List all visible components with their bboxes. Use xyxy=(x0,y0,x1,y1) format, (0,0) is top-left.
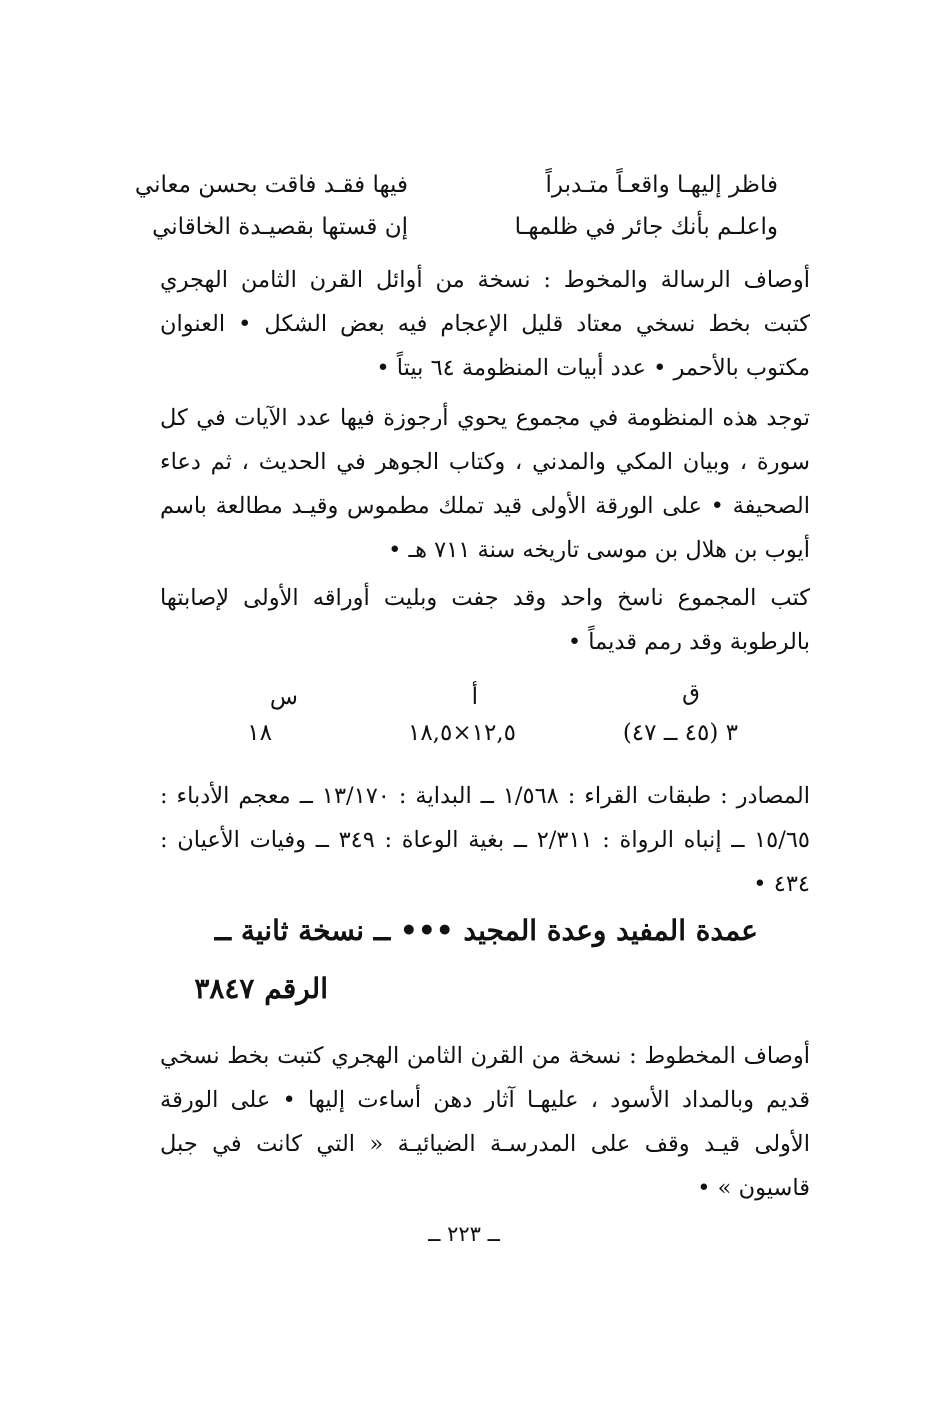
copyist-paragraph: كتب المجموع ناسخ واحد وقد جفت وبليت أوراقه الأولى لإصابتها بالرطوبة وقد رمم قديماً • xyxy=(160,585,810,655)
page-number: ــ ٢٢٣ ــ xyxy=(428,1222,500,1246)
verse-2-first-hemistich: واعلـم بأنك جائر في ظلمهـا xyxy=(514,214,778,240)
section-title: عمدة المفيد وعدة المجيد ••• ــ نسخة ثانية ــ xyxy=(214,914,758,947)
table-value-s: ١٨ xyxy=(247,720,272,746)
collection-paragraph: توجد هذه المنظومة في مجموع يحوي أرجوزة فيها عدد الآيات في كل سورة ، وبيان المكي والمدني ، وكتاب الجوهر في الحديث ، ثم دعاء الصحيفة • على الورقة الأولى قيد تملك مطموس وقيـد مطالعة باسم أيوب بن هلال بن موسى تاريخه سنة ٧١١ هـ • xyxy=(160,405,810,563)
verse-2-second-hemistich: إن قستها بقصيـدة الخاقاني xyxy=(152,214,408,240)
verse-1-second-hemistich: فيها فقـد فاقت بحسن معاني xyxy=(134,172,408,198)
verse-1-first-hemistich: فاظر إليهـا واقعـاً متـدبراً xyxy=(545,172,778,198)
table-label-s: س xyxy=(269,684,298,710)
table-label-a: أ xyxy=(471,684,478,710)
description-paragraph: أوصاف الرسالة والمخوط : نسخة من أوائل القرن الثامن الهجري كتبت بخط نسخي معتاد قليل الإعجام فيه بعض الشكل • العنوان مكتوب بالأحمر • عدد أبيات المنظومة ٦٤ بيتاً • xyxy=(160,267,810,381)
table-value-q: ٣ (٤٥ ــ ٤٧) xyxy=(622,720,738,746)
description2-paragraph: أوصاف المخطوط : نسخة من القرن الثامن الهجري كتبت بخط نسخي قديم وبالمداد الأسود ، عليهـا آثار دهن أساءت إليها • على الورقة الأولى قيـد وقف على المدرسـة الضيائيـة « التي كانت في جبل قاسيون » • xyxy=(160,1043,810,1201)
sources-paragraph: المصادر : طبقات القراء : ١/٥٦٨ ــ البداية : ١٣/١٧٠ ــ معجم الأدباء : ١٥/٦٥ ــ إنباه الرواة : ٢/٣١١ ــ بغية الوعاة : ٣٤٩ ــ وفيات الأعيان : ٤٣٤ • xyxy=(160,783,811,897)
table-value-a: ١٢,٥×١٨,٥ xyxy=(407,720,516,746)
record-number: الرقم ٣٨٤٧ xyxy=(194,972,328,1005)
table-label-q: ق xyxy=(682,680,700,706)
